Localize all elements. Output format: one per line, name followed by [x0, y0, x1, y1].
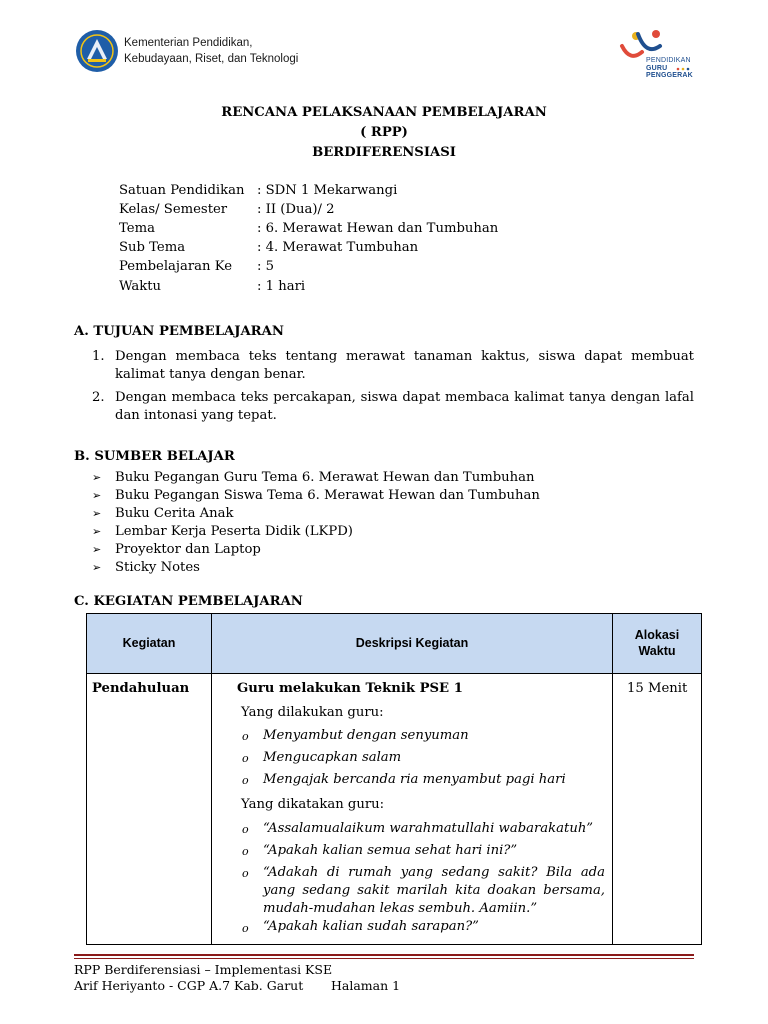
document-title-line-1: RENCANA PELAKSANAAN PEMBELAJARAN [221, 105, 547, 120]
identity-label: Tema [119, 221, 155, 236]
identity-row [119, 257, 274, 277]
dilakukan-item: Menyambut dengan senyuman [263, 728, 469, 743]
arrow-bullet-icon: ➢ [92, 471, 102, 484]
source-text: Buku Cerita Anak [115, 506, 234, 521]
source-text: Proyektor dan Laptop [115, 542, 261, 557]
identity-label: Satuan Pendidikan [119, 183, 245, 198]
row-kegiatan: Pendahuluan [92, 681, 190, 696]
arrow-bullet-icon: ➢ [92, 543, 102, 556]
column-header-alokasi-line-1: Alokasi [634, 628, 680, 642]
dikatakan-label: Yang dikatakan guru: [241, 797, 385, 812]
footer-rule [74, 954, 694, 956]
row-teknik: Guru melakukan Teknik PSE 1 [237, 681, 463, 696]
section-b-heading: B. SUMBER BELAJAR [74, 449, 235, 464]
objective-item [92, 348, 694, 384]
identity-row [119, 277, 305, 297]
document-title-line-2: ( RPP) [360, 125, 408, 140]
arrow-bullet-icon: ➢ [92, 525, 102, 538]
table-divider [87, 673, 701, 674]
ministry-line-2: Kebudayaan, Riset, dan Teknologi [124, 53, 299, 65]
source-item [92, 469, 534, 487]
arrow-bullet-icon: ➢ [92, 561, 102, 574]
row-alokasi: 15 Menit [627, 681, 688, 696]
source-text: Lembar Kerja Peserta Didik (LKPD) [115, 524, 353, 539]
source-item [92, 487, 540, 505]
source-text: Buku Pegangan Siswa Tema 6. Merawat Hewan dan Tumbuhan [115, 488, 540, 503]
circle-bullet-icon: o [242, 774, 249, 787]
identity-row [119, 200, 335, 220]
dikatakan-item: “Adakah di rumah yang sedang sakit? Bila ada yang sedang sakit marilah kita doakan bersama, mudah-mudahan lekas sembuh. Aamiin.” [263, 865, 605, 916]
column-header-deskripsi: Deskripsi Kegiatan [355, 636, 469, 650]
dilakukan-label: Yang dilakukan guru: [241, 705, 384, 720]
column-header-kegiatan: Kegiatan [122, 636, 176, 650]
source-item [92, 541, 261, 559]
identity-row [119, 238, 418, 258]
pgp-line-3: PENGGERAK [646, 72, 693, 79]
circle-bullet-icon: o [242, 867, 249, 880]
objective-text: Dengan membaca teks tentang merawat tanaman kaktus, siswa dapat membuat kalimat tanya dengan benar. [115, 349, 694, 382]
column-header-alokasi [613, 627, 701, 659]
identity-row [119, 181, 397, 201]
column-header-alokasi-line-2: Waktu [638, 644, 676, 658]
source-text: Buku Pegangan Guru Tema 6. Merawat Hewan dan Tumbuhan [115, 470, 535, 485]
ministry-name [124, 35, 298, 67]
footer-rule [74, 958, 694, 959]
identity-label: Waktu [119, 279, 162, 294]
table-divider [612, 614, 613, 944]
section-a-heading: A. TUJUAN PEMBELAJARAN [74, 324, 284, 339]
dilakukan-item: Mengajak bercanda ria menyambut pagi hari [263, 772, 566, 787]
circle-bullet-icon: o [242, 752, 249, 765]
document-title-line-3: BERDIFERENSIASI [312, 145, 456, 160]
identity-label: Pembelajaran Ke [119, 259, 233, 274]
footer-author: Arif Heriyanto - CGP A.7 Kab. Garut [74, 978, 304, 993]
identity-value: : 5 [257, 259, 275, 274]
dikatakan-item: “Assalamualaikum warahmatullahi wabarakatuh” [263, 821, 594, 836]
circle-bullet-icon: o [242, 823, 249, 836]
identity-value: : 6. Merawat Hewan dan Tumbuhan [257, 221, 499, 236]
footer-page-number: Halaman 1 [331, 978, 401, 993]
source-item [92, 505, 234, 523]
pgp-line-2: GURU [646, 64, 668, 72]
source-item [92, 559, 200, 577]
objective-number: 1. [92, 349, 105, 364]
footer-document-name: RPP Berdiferensiasi – Implementasi KSE [74, 962, 333, 977]
identity-value: : 4. Merawat Tumbuhan [257, 240, 419, 255]
guru-penggerak-wordmark [646, 57, 693, 80]
circle-bullet-icon: o [242, 845, 249, 858]
table-divider [211, 614, 212, 944]
identity-row [119, 219, 498, 239]
objective-text: Dengan membaca teks percakapan, siswa dapat membaca kalimat tanya dengan lafal dan intonasi yang tepat. [115, 390, 694, 423]
ministry-line-1: Kementerian Pendidikan, [124, 37, 253, 49]
dikatakan-item: “Apakah kalian sudah sarapan?” [263, 919, 479, 934]
pgp-line-1: PENDIDIKAN [646, 57, 691, 64]
identity-label: Sub Tema [119, 240, 186, 255]
identity-value: : II (Dua)/ 2 [257, 202, 335, 217]
circle-bullet-icon: o [242, 922, 249, 935]
objective-number: 2. [92, 390, 105, 405]
circle-bullet-icon: o [242, 730, 249, 743]
dilakukan-item: Mengucapkan salam [263, 750, 402, 765]
tut-wuri-handayani-logo [75, 29, 119, 73]
dikatakan-item: “Apakah kalian semua sehat hari ini?” [263, 843, 518, 858]
identity-value: : SDN 1 Mekarwangi [257, 183, 398, 198]
arrow-bullet-icon: ➢ [92, 507, 102, 520]
identity-value: : 1 hari [257, 279, 306, 294]
source-item [92, 523, 353, 541]
source-text: Sticky Notes [115, 560, 200, 575]
objective-item [92, 389, 694, 425]
arrow-bullet-icon: ➢ [92, 489, 102, 502]
identity-label: Kelas/ Semester [119, 202, 228, 217]
section-c-heading: C. KEGIATAN PEMBELAJARAN [74, 594, 303, 609]
